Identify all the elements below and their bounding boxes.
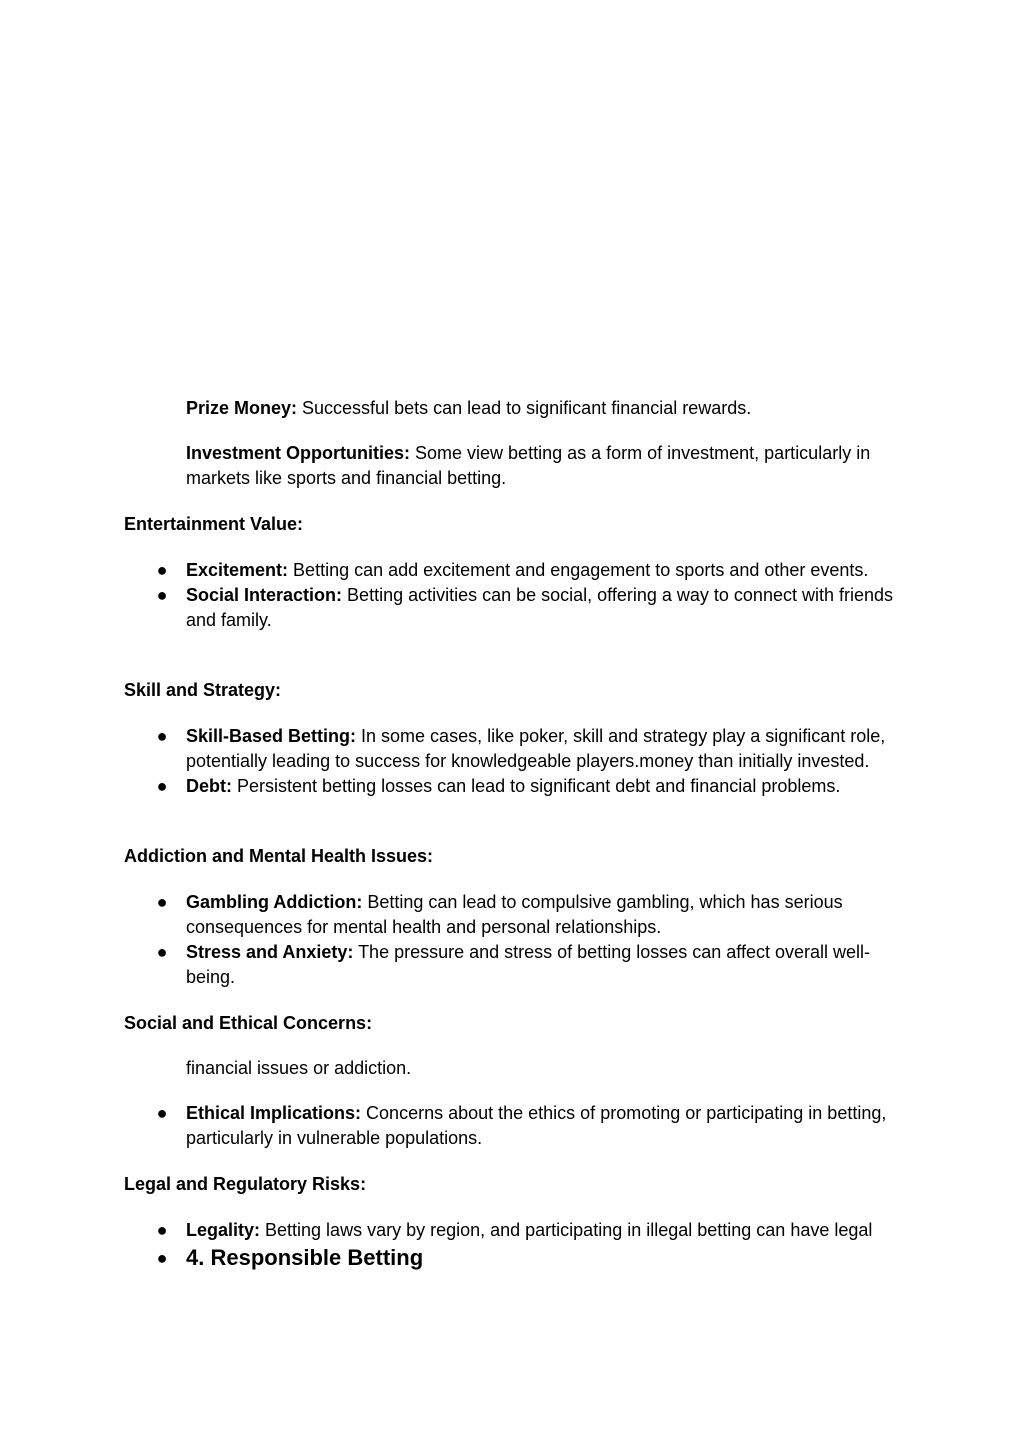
bullet-icon: ●	[156, 560, 168, 580]
social-heading: Social and Ethical Concerns:	[124, 1013, 373, 1033]
entertainment-heading: Entertainment Value:	[124, 514, 304, 534]
item-text: The pressure and stress of betting losses can affect overall well-being.	[186, 942, 870, 987]
section-title-item	[0, 1243, 896, 1273]
bullet-icon: ●	[156, 1103, 168, 1123]
item-text: Concerns about the ethics of promoting or participating in betting, particularly in vulnerable populations.	[186, 1103, 887, 1148]
item-term: Social Interaction:	[186, 585, 343, 605]
list-item	[0, 1101, 896, 1151]
item-term: Skill-Based Betting:	[186, 726, 357, 746]
entertainment-list	[0, 558, 1024, 633]
bullet-icon: ●	[156, 585, 168, 605]
prize-money-term: Prize Money:	[186, 398, 298, 418]
item-term: Gambling Addiction:	[186, 892, 363, 912]
addiction-heading: Addiction and Mental Health Issues:	[124, 846, 434, 866]
social-paragraph: financial issues or addiction.	[186, 1058, 412, 1078]
social-list	[0, 1101, 1024, 1151]
item-term: Ethical Implications:	[186, 1103, 362, 1123]
legal-list	[0, 1218, 1024, 1273]
list-item	[0, 558, 896, 583]
item-text: Betting can lead to compulsive gambling, which has serious consequences for mental health and personal relationships.	[186, 892, 843, 937]
bullet-icon: ●	[156, 1220, 168, 1240]
list-item	[0, 890, 896, 940]
section-title: 4. Responsible Betting	[186, 1245, 424, 1270]
list-item	[0, 774, 896, 799]
item-term: Debt:	[186, 776, 232, 796]
bullet-icon: ●	[156, 726, 168, 746]
list-item	[0, 583, 896, 633]
item-text: In some cases, like poker, skill and strategy play a significant role, potentially leading to success for knowledgeable players.money than initially invested.	[186, 726, 886, 771]
bullet-icon: ●	[156, 776, 168, 796]
list-item	[0, 940, 896, 990]
list-item	[0, 724, 896, 774]
skill-list	[0, 724, 1024, 799]
investment-paragraph	[186, 441, 896, 491]
item-text: Betting activities can be social, offering a way to connect with friends and family.	[186, 585, 894, 630]
bullet-icon: ●	[156, 1248, 168, 1268]
investment-term: Investment Opportunities:	[186, 443, 411, 463]
investment-text: Some view betting as a form of investment, particularly in markets like sports and financial betting.	[186, 443, 871, 488]
skill-heading: Skill and Strategy:	[124, 680, 282, 700]
list-item	[0, 1218, 896, 1243]
prize-money-paragraph	[186, 396, 896, 421]
legal-heading: Legal and Regulatory Risks:	[124, 1174, 367, 1194]
prize-money-text: Successful bets can lead to significant financial rewards.	[297, 398, 752, 418]
bullet-icon: ●	[156, 942, 168, 962]
addiction-list	[0, 890, 1024, 990]
item-text: Betting laws vary by region, and participating in illegal betting can have legal	[260, 1220, 873, 1240]
item-text: Persistent betting losses can lead to significant debt and financial problems.	[232, 776, 841, 796]
item-term: Legality:	[186, 1220, 261, 1240]
item-text: Betting can add excitement and engagement to sports and other events.	[288, 560, 869, 580]
item-term: Excitement:	[186, 560, 289, 580]
bullet-icon: ●	[156, 892, 168, 912]
item-term: Stress and Anxiety:	[186, 942, 354, 962]
